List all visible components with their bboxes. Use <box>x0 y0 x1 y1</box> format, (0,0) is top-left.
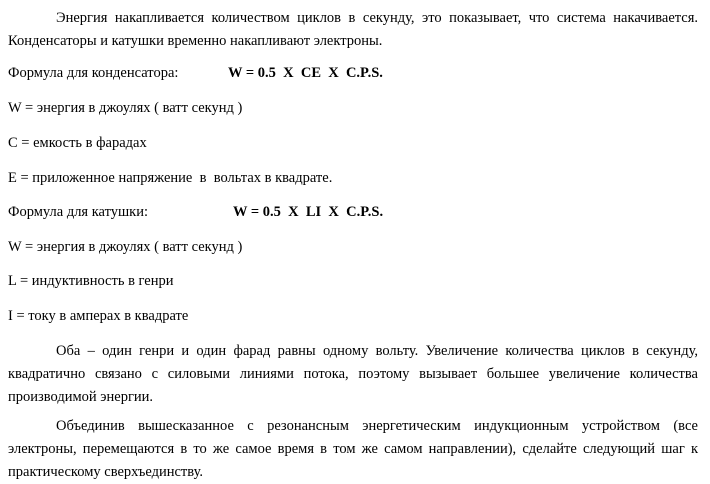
coil-definition-l: L = индуктивность в генри <box>8 273 174 289</box>
intro-paragraph: Энергия накапливается количеством циклов в секунду, это показывает, что система накачивается. Конденсаторы и катушки временно накапливают электроны. <box>8 10 698 49</box>
capacitor-formula-line <box>8 62 383 85</box>
coil-definition-w: W = энергия в джоулях ( ватт секунд ) <box>8 239 243 255</box>
capacitor-definition-c: C = емкость в фарадах <box>8 135 147 151</box>
capacitor-formula-label: Формула для конденсатора: <box>8 65 179 81</box>
capacitor-formula: W = 0.5 X CE X C.P.S. <box>228 65 383 81</box>
conclusion-paragraph: Объединив вышесказанное с резонансным энергетическим индукционным устройством (все электроны, перемещаются в то же самое время в том же самом направлении), сделайте следующий шаг к практическому сверхъединству. <box>8 418 698 480</box>
capacitor-definition-e: E = приложенное напряжение в вольтах в квадрате. <box>8 170 333 186</box>
coil-definition-i: I = току в амперах в квадрате <box>8 308 189 324</box>
coil-formula-label: Формула для катушки: <box>8 204 149 220</box>
henry-farad-paragraph: Оба – один генри и один фарад равны одному вольту. Увеличение количества циклов в секунду, квадратично связано с силовыми линиями потока, поэтому вызывает большее увеличение количества производимой энергии. <box>8 343 698 405</box>
coil-formula: W = 0.5 X LI X C.P.S. <box>233 204 384 220</box>
capacitor-definition-w: W = энергия в джоулях ( ватт секунд ) <box>8 100 243 116</box>
coil-formula-line <box>8 201 383 224</box>
